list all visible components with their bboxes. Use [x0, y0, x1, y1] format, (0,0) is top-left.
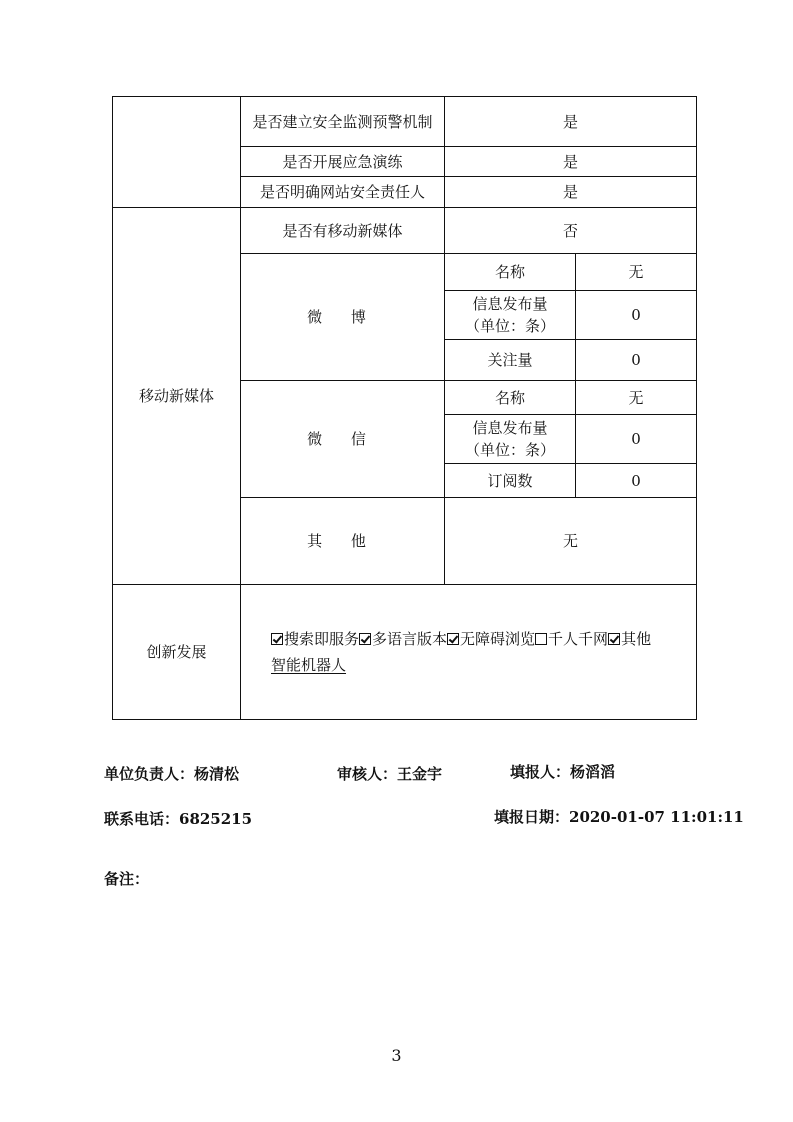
wechat-posts-label — [445, 415, 576, 464]
option-accessibility[interactable] — [447, 630, 535, 648]
page-number: 3 — [391, 1046, 402, 1065]
wechat-posts-label-line2: （单位：条） — [464, 441, 555, 459]
has-new-media-value: 否 — [445, 208, 697, 254]
innovation-options-line — [271, 626, 690, 652]
emergency-drill-value: 是 — [445, 147, 697, 177]
weibo-posts-label-line2: （单位：条） — [464, 317, 555, 335]
unchecked-checkbox-icon[interactable] — [535, 633, 547, 645]
option-label: 多语言版本 — [372, 630, 448, 648]
contact-phone: 联系电话：6825215 — [104, 810, 253, 828]
checked-checkbox-icon[interactable] — [447, 633, 459, 645]
website-report-table — [112, 96, 697, 720]
weibo-name-label: 名称 — [445, 254, 576, 291]
innovation-options — [241, 585, 697, 720]
emergency-drill-label: 是否开展应急演练 — [241, 147, 445, 177]
option-label: 无障碍浏览 — [460, 630, 536, 648]
other-media-value: 无 — [445, 498, 697, 585]
wechat-posts-label-line1: 信息发布量 — [472, 419, 548, 437]
weibo-followers-label: 关注量 — [445, 340, 576, 381]
fill-date: 填报日期：2020-01-07 11:01:11 — [494, 808, 744, 826]
wechat-posts-value: 0 — [576, 415, 697, 464]
security-owner-label: 是否明确网站安全责任人 — [241, 177, 445, 208]
reviewer: 审核人：王金宇 — [337, 765, 443, 783]
innovation-label: 创新发展 — [113, 585, 241, 720]
checked-checkbox-icon[interactable] — [359, 633, 371, 645]
monitoring-warning-label: 是否建立安全监测预警机制 — [241, 97, 445, 147]
weibo-posts-label-line1: 信息发布量 — [472, 295, 548, 313]
wechat-subscribers-label: 订阅数 — [445, 464, 576, 498]
security-owner-value: 是 — [445, 177, 697, 208]
wechat-subscribers-value: 0 — [576, 464, 697, 498]
option-other[interactable] — [608, 630, 651, 648]
new-media-section-label: 移动新媒体 — [113, 208, 241, 585]
weibo-followers-value: 0 — [576, 340, 697, 381]
option-multilingual[interactable] — [359, 630, 447, 648]
weibo-label: 微 博 — [241, 254, 445, 381]
weibo-posts-value: 0 — [576, 291, 697, 340]
checked-checkbox-icon[interactable] — [271, 633, 283, 645]
weibo-name-value: 无 — [576, 254, 697, 291]
other-media-label: 其 他 — [241, 498, 445, 585]
option-label: 搜索即服务 — [284, 630, 360, 648]
filler: 填报人：杨滔滔 — [510, 763, 616, 781]
security-section-cell — [113, 97, 241, 208]
option-label: 其他 — [621, 630, 652, 648]
wechat-label: 微 信 — [241, 381, 445, 498]
innovation-other-text: 智能机器人 — [271, 656, 347, 674]
option-search-service[interactable] — [271, 630, 359, 648]
remarks-label: 备注： — [104, 870, 150, 888]
option-personalized[interactable] — [535, 630, 608, 648]
checked-checkbox-icon[interactable] — [608, 633, 620, 645]
weibo-posts-label — [445, 291, 576, 340]
has-new-media-label: 是否有移动新媒体 — [241, 208, 445, 254]
monitoring-warning-value: 是 — [445, 97, 697, 147]
unit-head: 单位负责人：杨清松 — [104, 765, 240, 783]
wechat-name-value: 无 — [576, 381, 697, 415]
option-label: 千人千网 — [548, 630, 609, 648]
wechat-name-label: 名称 — [445, 381, 576, 415]
